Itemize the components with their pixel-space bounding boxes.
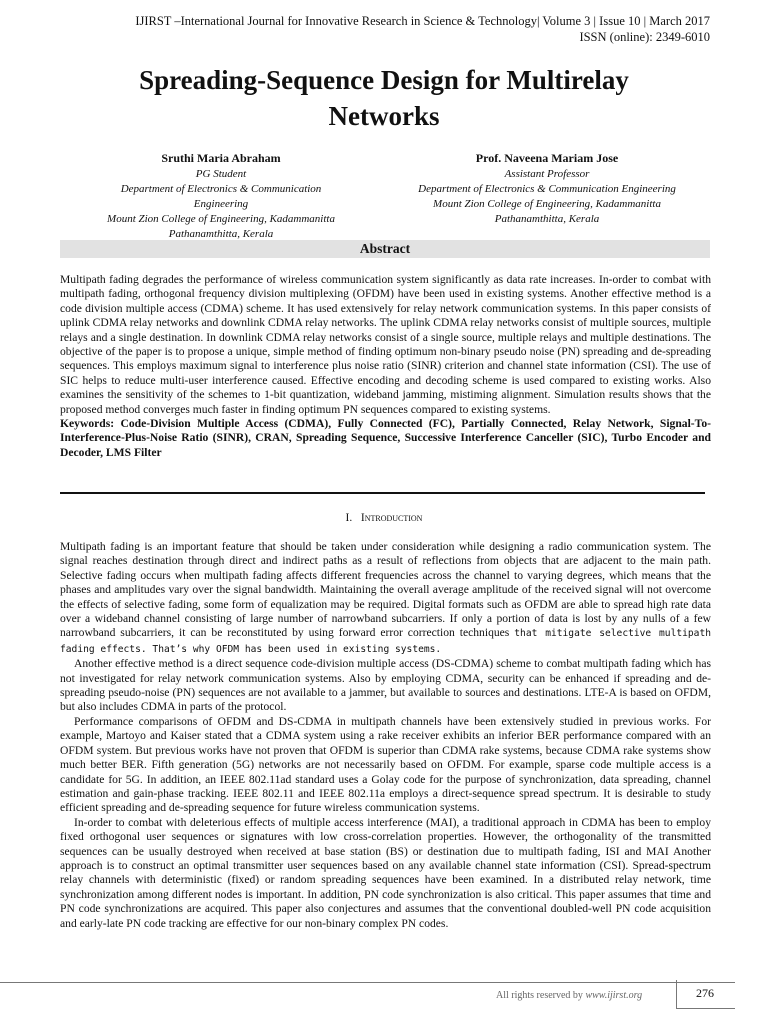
author-block-1	[95, 151, 347, 242]
author-name: Sruthi Maria Abraham	[161, 151, 281, 165]
paragraph	[60, 540, 711, 657]
journal-header-line1: IJIRST –International Journal for Innovative Research in Science & Technology| Volume 3 | Issue 10 | March 2017	[135, 14, 710, 28]
author-department: Department of Electronics & Communication Engineering	[120, 183, 322, 210]
paragraph-text-mono: that mitigate selective multipath fading effects. That’s why OFDM has been used in existing systems.	[60, 628, 712, 655]
abstract-body	[60, 273, 711, 460]
footer-rights	[496, 990, 642, 1001]
paragraph: Performance comparisons of OFDM and DS-CDMA in multipath channels have been extensively studied in previous works. For example, Martoyo and Kaiser stated that a CDMA system using a rake receiver exhibits an inferior BER performance compared with an OFDM system. But previous works have not proven that OFDM is superior than CDMA rake systems, because CDMA rake systems show much better BER. Fifth generation (5G) networks are not necessarily based on OFDM. For example, sparse code multiple access is a candidate for 5G. In addition, an IEEE 802.11ad standard uses a Golay code for the purpose of synchronization, data spreading, channel estimation and gain-phase tracking. IEEE 802.11 and IEEE 802.11a employs a direct-sequence spread spectrum. It is desirable to study efficient spreading and de-spreading sequence for future wireless communication systems.	[60, 714, 711, 815]
section-number: I.	[345, 512, 353, 524]
author-role: Assistant Professor	[504, 168, 590, 180]
footer-rule	[0, 982, 735, 983]
author-place: Pathanamthitta, Kerala	[494, 213, 600, 225]
abstract-heading: Abstract	[60, 240, 710, 258]
paper-title-line2: Networks	[328, 101, 440, 131]
author-department: Department of Electronics & Communication Engineering	[418, 183, 676, 195]
keywords: Keywords: Code-Division Multiple Access (CDMA), Fully Connected (FC), Partially Connected, Relay Network, Signal-To-Interference-Plus-Noise Ratio (SINR), CRAN, Spreading Sequence, Successive Interference Canceller (SIC), Turbo Encoder and Decoder, LMS Filter	[60, 417, 711, 459]
introduction-body	[60, 540, 711, 931]
paragraph: Another effective method is a direct sequence code-division multiple access (DS-CDMA) scheme to combat multipath fading which has not investigated for relay network communication systems. Also by employing CDMA, security can be enhanced if spreading and de-spreading pseudo-noise (PN) sequences are not available to a jammer, but available to sources and destinations. LTE-A is based on OFDM, but also includes CDMA in parts of the protocol.	[60, 657, 711, 714]
section-heading	[0, 512, 768, 524]
section-divider	[60, 492, 705, 494]
journal-header	[135, 13, 710, 45]
author-name: Prof. Naveena Mariam Jose	[475, 151, 619, 165]
paper-title-line1: Spreading-Sequence Design for Multirelay	[139, 65, 629, 95]
paragraph: In-order to combat with deleterious effects of multiple access interference (MAI), a traditional approach in CDMA has been to employ fixed orthogonal user sequences or signatures with low cross-correlation properties. However, the orthogonality of the transmitted sequences can be usually destroyed when received at base station (BS) or destination due to multipath fading, ISI and MAI Another approach is to construct an optimal transmitter user sequences based on any available channel state information (CSI). Spread-spectrum relay channels with deterministic (fixed) or random spreading sequences have been examined. In a distributed relay network, time synchronization among different nodes is important. In addition, PN code synchronization is also critical. This paper assumes that time and PN code synchronizations are acquired. This paper also conjectures and assumes that the conventional doubled-well PN code acquisition and early-late PN code tracking are effective for our non-binary complex PN codes.	[60, 815, 711, 930]
author-place: Pathanamthitta, Kerala	[168, 228, 274, 240]
section-title: Introduction	[360, 512, 423, 524]
abstract-text: Multipath fading degrades the performance of wireless communication system significantly as data rate increases. In-order to combat with multipath fading, orthogonal frequency division multiplexing (OFDM) have been used in existing systems. Another effective method is a code division multiple access (CDMA) scheme. It has used extensively for relay network communication systems. In this paper consists of uplink CDMA relay networks and downlink CDMA relay networks. The uplink CDMA relay networks consist of multiple sources, multiple relays and a single destination. In downlink CDMA relay networks consist of a single source, multiple relays and multiple destinations. The objective of the paper is to propose a unique, simple method of finding optimum non-binary pseudo noise (PN) spreading and de-spreading sequences. This employs maximum signal to interference plus noise ratio (SINR) criterion and channel state information (CSI). The use of SIC helps to reduce multi-user interference caused. Effective encoding and decoding scheme is used compared to existing works. Also examines the sensitivity of the schemes to 1-bit quantization, wideband jamming, mistiming alignment. Simulation results shows that the proposed method converges much faster in finding optimum PN sequences compared to existing systems.	[60, 273, 711, 416]
page-number: 276	[696, 986, 714, 1000]
author-role: PG Student	[195, 168, 247, 180]
footer-site-link[interactable]: www.ijirst.org	[585, 990, 643, 1001]
paper-title	[0, 62, 768, 134]
footer-rights-text: All rights reserved by	[496, 990, 583, 1001]
paragraph-text: Multipath fading is an important feature that should be taken under consideration while designing a radio communication system. The signal reaches destination through direct and indirect paths as a result of reflections from objects that are adjacent to the main path. Selective fading occurs when multipath fading affects different frequencies across the channel to varying degrees, which means that the phases and amplitudes vary over the signal bandwidth. Maintaining the overall average amplitude of the received signal will not overcome the effects of selective fading, some form of equalization may be required. Digital formats such as OFDM are able to spread high rate data over a wideband channel consisting of large number of narrowband subcarriers. If only a portion of data is lost by any nulls of a few narrowband subcarriers, it can be reconstituted by using forward error correction techniques	[60, 540, 711, 640]
author-college: Mount Zion College of Engineering, Kadammanitta	[433, 198, 661, 210]
journal-issn: ISSN (online): 2349-6010	[579, 30, 710, 44]
author-college: Mount Zion College of Engineering, Kadammanitta	[107, 213, 335, 225]
author-block-2	[396, 151, 698, 227]
